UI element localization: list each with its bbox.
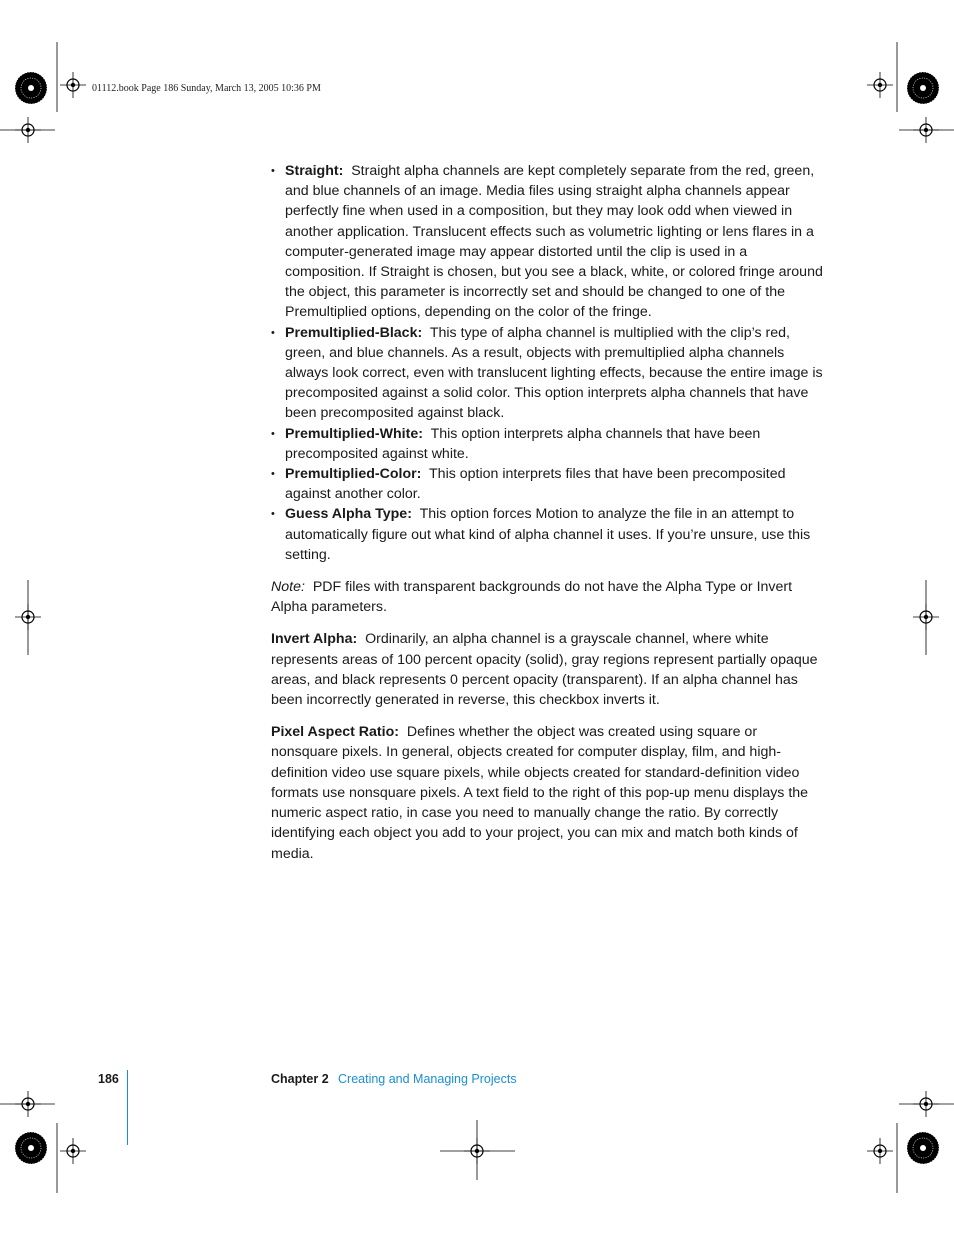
bullet-premultiplied-color: • Premultiplied-Color: This option interprets files that have been precomposited against another color.: [271, 464, 827, 504]
invert-alpha-paragraph: Invert Alpha: Ordinarily, an alpha channel is a grayscale channel, where white represents areas of 100 percent opacity (solid), gray regions represent partially opaque areas, and black represents 0 percent opacity (transparent). If an alpha channel has been incorrectly generated in reverse, this checkbox inverts it.: [271, 631, 818, 709]
footer-divider: [127, 1070, 128, 1145]
page-body: [271, 161, 827, 864]
bullet-premultiplied-black: • Premultiplied-Black: This type of alpha channel is multiplied with the clip’s red, green, and blue channels. As a result, objects with premultiplied alpha channels always look correct, even with translucent lighting effects, because the entire image is precomposited against a solid color. This option interprets alpha channels that have been precomposited against black.: [271, 323, 827, 424]
chapter-title: Creating and Managing Projects: [338, 1072, 517, 1086]
note-paragraph: Note: PDF files with transparent backgrounds do not have the Alpha Type or Invert Alpha parameters.: [271, 579, 793, 616]
bullet-straight: • Straight: Straight alpha channels are kept completely separate from the red, green, and blue channels of an image. Media files using straight alpha channels appear perfectly fine when used in a composition, but they may look odd when viewed in another application. Translucent effects such as volumetric lighting or lens flares in a computer-generated image may appear distorted until the clip is used in a composition. If Straight is chosen, but you see a black, white, or colored fringe around the object, this parameter is incorrectly set and should be changed to one of the Premultiplied options, depending on the color of the fringe.: [271, 161, 827, 323]
pixel-aspect-paragraph: Pixel Aspect Ratio: Defines whether the object was created using square or nonsquare pixels. In general, objects created for computer display, film, and high-definition video use square pixels, while objects created for standard-definition video formats use nonsquare pixels. A text field to the right of this pop-up menu displays the numeric aspect ratio, in case you need to manually change the ratio. By correctly identifying each object you add to your project, you can mix and match both kinds of media.: [271, 724, 809, 862]
alpha-type-options: [271, 161, 827, 565]
chapter-label: Chapter 2: [271, 1072, 329, 1086]
bullet-premultiplied-white: • Premultiplied-White: This option interprets alpha channels that have been precomposited against white.: [271, 424, 827, 464]
page-number: 186: [98, 1072, 119, 1086]
print-slug: 01112.book Page 186 Sunday, March 13, 2005 10:36 PM: [92, 83, 321, 94]
bullet-guess-alpha-type: • Guess Alpha Type: This option forces Motion to analyze the file in an attempt to automatically figure out what kind of alpha channel it uses. If you’re unsure, use this setting.: [271, 504, 827, 565]
